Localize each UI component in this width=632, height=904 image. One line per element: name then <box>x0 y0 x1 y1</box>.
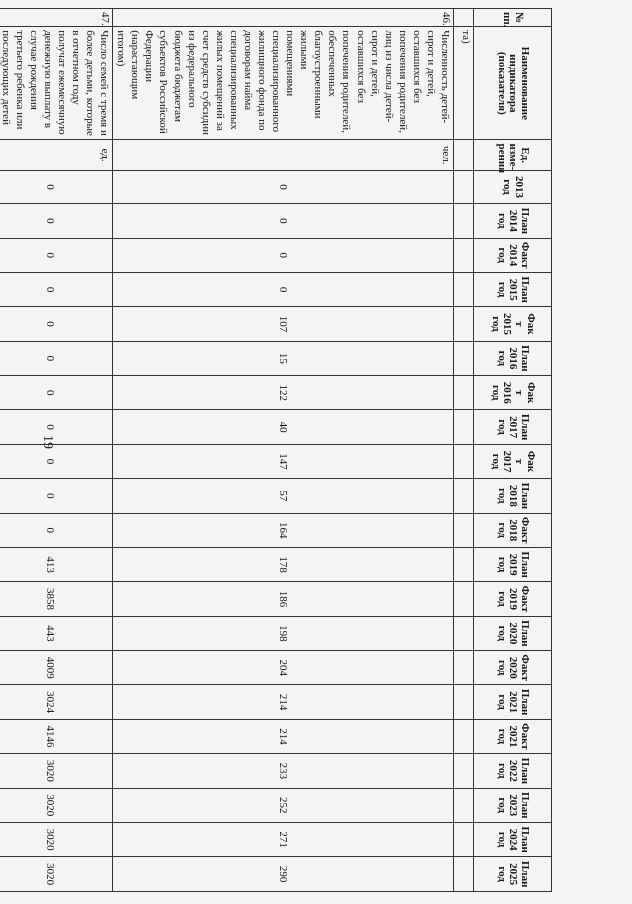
row-number: 47. <box>0 9 113 27</box>
header-period: Факт 2018 год <box>474 513 552 547</box>
value-cell: 0 <box>0 170 113 203</box>
indicator-name: Число семей с тремя и более детьми, которые в отчетном году получат ежемесячную денежную выплату в случае рождения третьего ребенка или последующих детей <box>0 27 113 140</box>
value-cell: 178 <box>113 547 454 581</box>
value-cell: 164 <box>113 513 454 547</box>
header-period: Факт 2019 год <box>474 582 552 616</box>
header-period: План 2015 год <box>474 272 552 306</box>
value-cell: 0 <box>0 204 113 238</box>
header-period: План 2014 год <box>474 204 552 238</box>
value-cell: 0 <box>0 479 113 513</box>
header-no: № пп. <box>474 9 552 27</box>
header-period: План 2016 год <box>474 341 552 375</box>
unit-cell: чел. <box>113 140 454 170</box>
indicator-table <box>0 8 552 892</box>
value-cell: 252 <box>113 788 454 822</box>
unit-cell: ед. <box>0 140 113 170</box>
value-cell: 214 <box>113 719 454 753</box>
value-cell: 0 <box>0 410 113 444</box>
header-period: План 2022 год <box>474 754 552 788</box>
header-period: Фак т 2015 год <box>474 307 552 341</box>
header-period: Фак т 2017 год <box>474 444 552 478</box>
value-cell: 40 <box>113 410 454 444</box>
value-cell: 15 <box>113 341 454 375</box>
continuation-row <box>454 9 474 892</box>
value-cell: 122 <box>113 376 454 410</box>
value-cell: 204 <box>113 651 454 685</box>
value-cell: 3020 <box>0 754 113 788</box>
value-cell: 198 <box>113 616 454 650</box>
value-cell: 0 <box>113 204 454 238</box>
value-cell: 3858 <box>0 582 113 616</box>
header-period: План 2019 год <box>474 547 552 581</box>
table-row <box>0 9 113 892</box>
value-cell: 0 <box>0 376 113 410</box>
continuation-text: та) <box>454 27 474 140</box>
value-cell: 413 <box>0 547 113 581</box>
value-cell: 3024 <box>0 685 113 719</box>
indicator-name: Численность детей-сирот и детей, оставшихся без попечения родителей, лиц из числа детей-сирот и детей, оставшихся без попечения родителей, обеспеченных благоустроенными жилыми помещениями специализированного жилищного фонда по договорам найма специализированных жилых помещений за счет средств субсидии из федерального бюджета бюджетам субъектов Российской Федерации (нарастающим итогом) <box>113 27 454 140</box>
value-cell: 0 <box>113 272 454 306</box>
value-cell: 0 <box>0 513 113 547</box>
value-cell: 57 <box>113 479 454 513</box>
value-cell: 147 <box>113 444 454 478</box>
header-row <box>474 9 552 892</box>
value-cell: 0 <box>113 170 454 203</box>
value-cell: 214 <box>113 685 454 719</box>
header-unit: Ед. изме- рения <box>474 140 552 170</box>
header-name: Наименование индикатора (показателя) <box>474 27 552 140</box>
value-cell: 443 <box>0 616 113 650</box>
value-cell: 0 <box>0 272 113 306</box>
header-period: План 2025 год <box>474 857 552 892</box>
header-period: План 2021 год <box>474 685 552 719</box>
value-cell: 0 <box>0 444 113 478</box>
header-period: План 2024 год <box>474 822 552 856</box>
header-period: План 2020 год <box>474 616 552 650</box>
header-period: 2013 год <box>474 170 552 203</box>
row-number: 46. <box>113 9 454 27</box>
header-period: Факт 2014 год <box>474 238 552 272</box>
table-row <box>113 9 454 892</box>
header-period: Факт 2020 год <box>474 651 552 685</box>
header-period: План 2017 год <box>474 410 552 444</box>
value-cell: 3020 <box>0 788 113 822</box>
value-cell: 3020 <box>0 822 113 856</box>
value-cell: 4146 <box>0 719 113 753</box>
header-period: План 2023 год <box>474 788 552 822</box>
value-cell: 4009 <box>0 651 113 685</box>
page-number: 19 <box>40 435 55 449</box>
header-period: Факт 2021 год <box>474 719 552 753</box>
value-cell: 0 <box>0 307 113 341</box>
value-cell: 0 <box>0 238 113 272</box>
value-cell: 0 <box>0 341 113 375</box>
header-period: План 2018 год <box>474 479 552 513</box>
value-cell: 271 <box>113 822 454 856</box>
value-cell: 290 <box>113 857 454 892</box>
value-cell: 107 <box>113 307 454 341</box>
value-cell: 0 <box>113 238 454 272</box>
value-cell: 186 <box>113 582 454 616</box>
value-cell: 3020 <box>0 857 113 892</box>
value-cell: 233 <box>113 754 454 788</box>
header-period: Фак т 2016 год <box>474 376 552 410</box>
